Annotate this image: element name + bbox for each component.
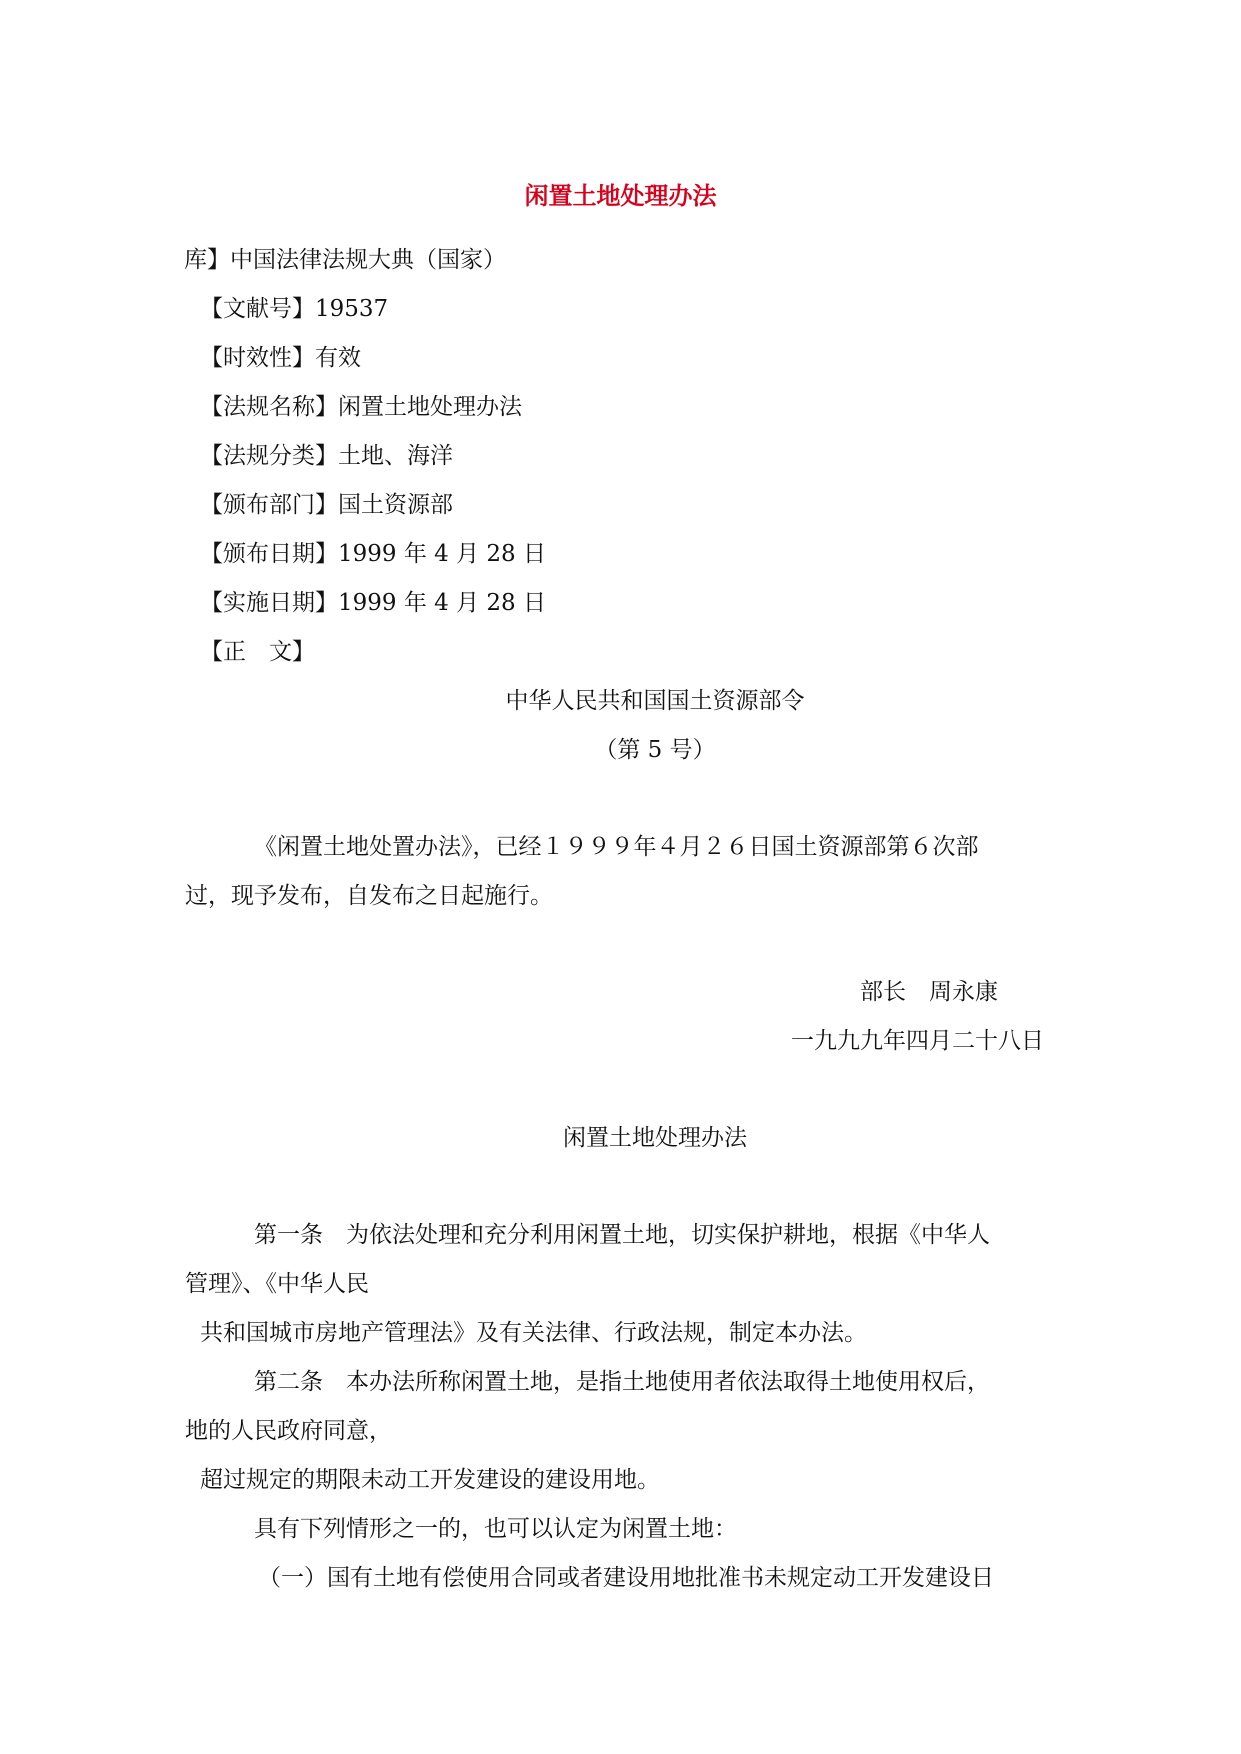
preamble-line-2: 过，现予发布，自发布之日起施行。 (185, 883, 553, 909)
meta-effective-date: 【实施日期】1999 年 4 月 28 日 (200, 590, 546, 616)
meta-body-label: 【正 文】 (200, 639, 315, 665)
order-title: 中华人民共和国国土资源部令 (505, 688, 805, 714)
meta-validity: 【时效性】有效 (200, 345, 361, 371)
meta-issuing-department: 【颁布部门】国土资源部 (200, 492, 453, 518)
article-2-line-1: 第二条 本办法所称闲置土地，是指土地使用者依法取得土地使用权后， (254, 1369, 990, 1395)
meta-category: 【法规分类】土地、海洋 (200, 443, 453, 469)
meta-regulation-name: 【法规名称】闲置土地处理办法 (200, 394, 522, 420)
article-2-line-2: 地的人民政府同意， (185, 1418, 392, 1444)
document-title: 闲置土地处理办法 (524, 181, 717, 210)
article-2-line-3: 超过规定的期限未动工开发建设的建设用地。 (200, 1467, 660, 1493)
article-1-line-1: 第一条 为依法处理和充分利用闲置土地，切实保护耕地，根据《中华人 (254, 1222, 990, 1248)
order-number: （第 5 号） (594, 737, 716, 763)
sign-date: 一九九九年四月二十八日 (791, 1028, 1044, 1054)
article-2-line-4: 具有下列情形之一的，也可以认定为闲置土地： (254, 1516, 737, 1542)
meta-issue-date: 【颁布日期】1999 年 4 月 28 日 (200, 541, 546, 567)
article-1-line-3: 共和国城市房地产管理法》及有关法律、行政法规，制定本办法。 (200, 1320, 867, 1346)
meta-source: 库】中国法律法规大典（国家） (184, 247, 506, 273)
article-1-line-2: 管理》、《中华人民 (185, 1271, 369, 1297)
meta-doc-number: 【文献号】19537 (200, 296, 389, 322)
body-title: 闲置土地处理办法 (563, 1125, 747, 1151)
preamble-line-1: 《闲置土地处置办法》，已经１９９９年４月２６日国土资源部第６次部 (254, 834, 979, 860)
signatory: 部长 周永康 (860, 979, 998, 1005)
article-2-item-1: （一）国有土地有偿使用合同或者建设用地批准书未规定动工开发建设日 (258, 1565, 994, 1591)
